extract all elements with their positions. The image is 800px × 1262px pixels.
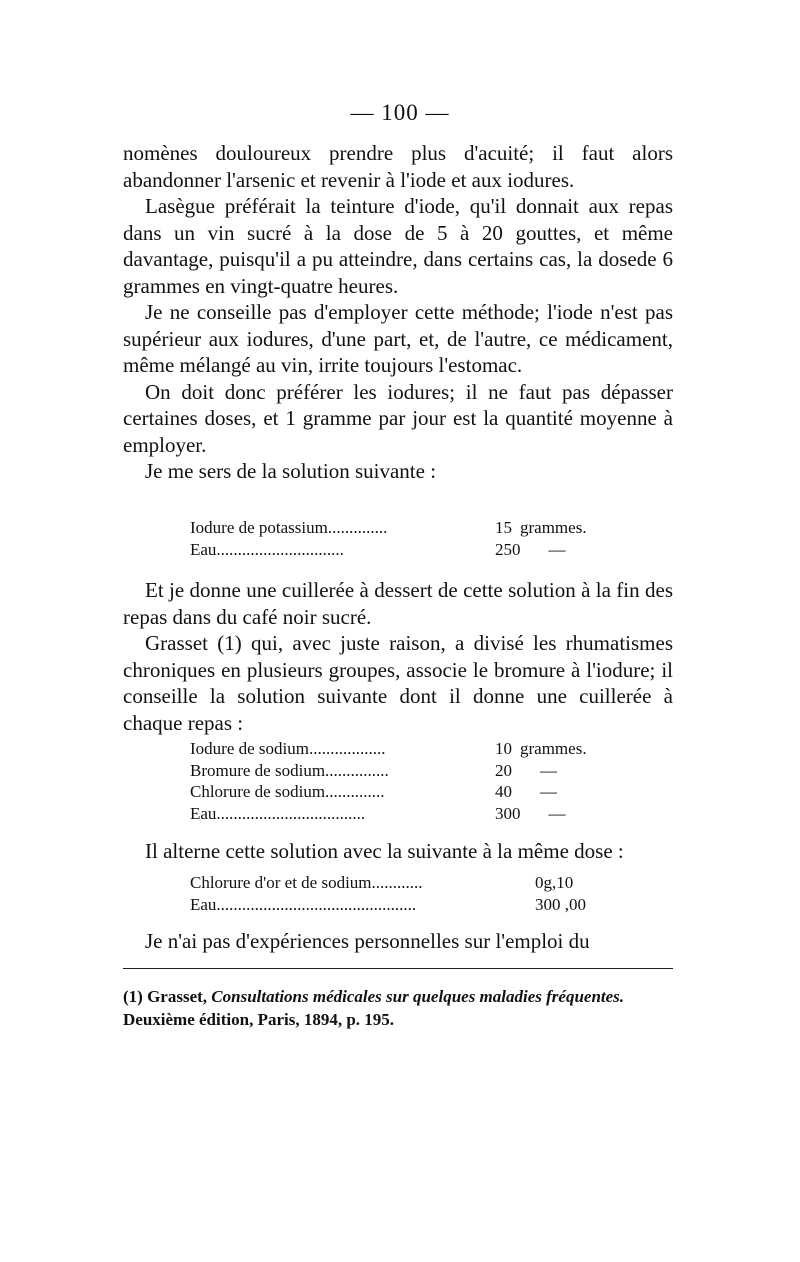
ingredient-name: Iodure de potassium..............	[190, 518, 388, 537]
ingredient-quantity: 0g,10	[535, 873, 574, 892]
recipe-gold-chloride	[190, 872, 586, 915]
recipe-row	[190, 760, 587, 782]
footnote-divider	[123, 968, 673, 969]
recipe-row	[190, 539, 587, 561]
paragraph-group-3	[123, 838, 673, 865]
ingredient-name: Iodure de sodium..................	[190, 739, 386, 758]
paragraph-text: Je me sers de la solution suivante :	[145, 459, 437, 483]
paragraph-text: Je n'ai pas d'expériences personnelles sur l'emploi du	[145, 929, 590, 953]
recipe-row	[190, 803, 587, 825]
ingredient-name: Chlorure d'or et de sodium............	[190, 873, 423, 892]
recipe-row	[190, 738, 587, 760]
recipe-row	[190, 872, 586, 894]
footnote-edition: Deuxième édition, Paris, 1894, p. 195.	[123, 1010, 395, 1029]
ingredient-name: Eau...................................	[190, 803, 366, 823]
paragraph-1	[123, 140, 673, 485]
ingredient-unit: grammes.	[520, 518, 587, 537]
ingredient-quantity: 300 ,00	[535, 894, 586, 914]
ingredient-name: Chlorure de sodium..............	[190, 782, 385, 801]
paragraph-text: Il alterne cette solution avec la suivante à la même dose :	[145, 839, 624, 863]
paragraph-group-2	[123, 577, 673, 736]
footnote-marker: (1) Grasset,	[123, 987, 212, 1006]
ingredient-unit: —	[548, 539, 566, 559]
recipe-grasset	[190, 738, 587, 824]
ingredient-quantity: 15	[495, 518, 512, 537]
ingredient-quantity: 20	[495, 760, 512, 780]
footnote-title: Consultations médicales sur quelques maladies fréquentes.	[211, 987, 625, 1006]
ingredient-quantity: 250	[495, 539, 521, 559]
paragraph-text: On doit donc préférer les iodures; il ne faut pas dépasser certaines doses, et 1 gramme par jour est la quantité moyenne à employer.	[123, 379, 673, 457]
ingredient-quantity: 10	[495, 739, 512, 758]
ingredient-unit: —	[540, 760, 557, 780]
paragraph-group-4	[123, 928, 673, 955]
ingredient-name: Eau...............................................	[190, 894, 417, 914]
paragraph-text: Lasègue préférait la teinture d'iode, qu'il donnait aux repas dans un vin sucré à la dose de 5 à 20 gouttes, et même davantage, puisqu'il a pu atteindre, dans certains cas, la dosede 6 grammes en vingt-quatre heures.	[123, 194, 673, 298]
ingredient-unit: —	[548, 803, 566, 823]
recipe-row	[190, 894, 586, 916]
ingredient-quantity: 300	[495, 803, 521, 823]
ingredient-name: Eau..............................	[190, 539, 344, 559]
recipe-row	[190, 517, 587, 539]
recipe-row	[190, 781, 587, 803]
footnote	[123, 985, 683, 1031]
paragraph-text: Grasset (1) qui, avec juste raison, a divisé les rhumatismes chroniques en plusieurs groupes, associe le bromure à l'iodure; il conseille la solution suivante dont il donne une cuillerée à chaque repas :	[123, 631, 673, 735]
ingredient-unit: grammes.	[520, 739, 587, 758]
ingredient-name: Bromure de sodium...............	[190, 760, 389, 780]
page-number: — 100 —	[350, 100, 450, 125]
ingredient-unit: —	[540, 782, 557, 801]
paragraph-text: Je ne conseille pas d'employer cette méthode; l'iode n'est pas supérieur aux iodures, d'une part, et, de l'autre, ce médicament, même mélangé au vin, irrite toujours l'estomac.	[123, 300, 673, 377]
ingredient-quantity: 40	[495, 782, 512, 801]
recipe-potassium-iodide	[190, 517, 587, 560]
paragraph-text: Et je donne une cuillerée à dessert de cette solution à la fin des repas dans du café noir sucré.	[123, 578, 673, 629]
paragraph-text: nomènes douloureux prendre plus d'acuité; il faut alors abandonner l'arsenic et revenir à l'iode et aux iodures.	[123, 141, 673, 192]
